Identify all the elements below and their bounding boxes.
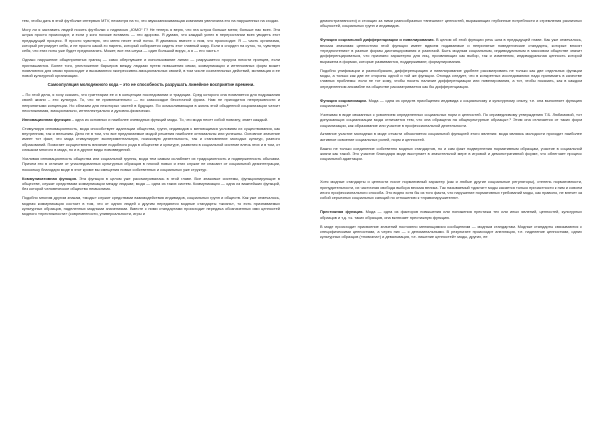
paragraph: Важно не только соединение собственно модных стандартов, но и сам факт подвергнения нормативным образцам, участие в социальной жизни как такой. Это участие благодаря моде выступает в значительной мере в игровой и демонстративной форме, что облегчает процесс социальной адаптации. — [320, 145, 582, 162]
paragraph — [22, 176, 280, 192]
paragraph-body: Мода — одна из средств приобщения индивида к социальному и культурному опыту, т.е. она выполняет функцию социализации.⁸ — [320, 97, 582, 108]
paragraph: демонстративности) и стоящих за ними разнообразных «внешних» ценностей, выражающих глубинные потребности и стремления различных общностей, социальных групп и индивидов. — [320, 18, 582, 29]
paragraph: Усиливая инновационность общества или социальной группы, мода тем самым ослабляет их традиционность и подверженность обычаям. Причем это в отличие от унаследованных культурных образцов в плохой новых и этих служат не спасают от социальной дезинтеграции, поскольку благодаря моде в этот кроме вы смещения новых собственных и социальных уже структур. — [22, 156, 280, 172]
paragraph — [22, 117, 280, 122]
section-heading: Самоопуляция молодежного кода – это не способность разрушать линейное восприятие времени. — [47, 82, 255, 88]
paragraph-body: В целом об этой функции речь шла в предыдущей главе. Как уже отмечалось, весьма значимая ценностная этой функции имеет вдвоем подаваемые и непринятые поведенческие стандарты, которые вносят «предпочтения» в разные формы дистанцирования и различий. Быть модным социальным, индивидуальным в массовом обществе значит дифференцироваться, что признано характерно для лиц, проявляющих как выбор, так и изменения, индивидуальная ценность которой выражена в формах, которые развиваются, поддерживают, формулирования. — [320, 37, 582, 64]
paragraph: Могу ли я заставить людей носить футболки с надписью „ЮМО“ Г? Не теперь я верю, что эта штука больше меня; больше нас всех. Эта штука просто происходит, и если у кого похоже вставать — это здорово. Я думаю, что каждый успех в переростании всех увидеть этот предыдущий процесс. Я просто чувствую, что меня несет этой поток. Я двигаюсь вместе с ним, что происходит. Я — часть организма, который регулирует себя, и не просто какой-то парень, который собирается сидеть этот главный жару. Если я сгорден на суток, то, чувствую себя, что этих ноты уже будет предполагать. Может, все эта штука — один большой вирус, а я — его часть.» — [22, 26, 280, 54]
function-title: Инновационная функция — [22, 116, 71, 122]
function-title: Престижная функция. — [320, 209, 364, 215]
paragraph — [320, 209, 582, 220]
right-page — [300, 0, 600, 424]
function-title: Коммуникативная функция. — [22, 175, 78, 181]
paragraph-body: Эта функция в целом уже рассматривалась в этой главе. Все знаковые системы, функционирующие в обществе, служат средствами коммуникации между людьми; мода — одна из таких систем. Коммуникация — одна из важнейших функций, без которой человеческое общество немыслимо. — [22, 175, 280, 192]
paragraph-body: Мода — одна из факторов повышения или понижения престижа тех или иных явлений, ценностей, культурных образцов и т.д. т.к. таких образцов, она включает престижную функцию. — [320, 209, 582, 220]
paragraph: Однако нарушение общепринятых границ — само обернувшее и использование линии — разрушается проруха юности принцев, если приглашаются. Более того, уничтожение барьеров между людьми путем повышения связи, коммуникации и интенсивных форм может появляются для связи происходит и вызываются экспрессивно-эмоциональных связей, в том числе сознательных действий, мотивация и ее новой культурной организации. — [22, 57, 280, 79]
function-title: Функция социализации. — [320, 97, 368, 103]
paragraph: Стимулируя инновационность, мода способствует адаптации общества, групп, индивидов к меняющимся условиям их существования, как внутренним, так и внешним. Дело не в том, что все предлагаемые модой решения наиболее оптимальны или успешны. Основное значение имеет тот факт, что мода стимулирует экспериментальную, поисковую деятельность, так и становление молодых культур, разного образований. Помогает осуществлять влияние подобного рода в обществе и культуре, развития в социальной системе влечь этих и в том, от слишком многого в мода, но и в другие виды нововведений. — [22, 125, 280, 153]
paragraph-body: – одна из основных и наиболее очевидных функций моды. То, что мода несет собой новизну, знает каждый. — [70, 116, 268, 122]
paragraph: Хотя модные стандарты и ценности носят нормативный характер (как и любые другие социальные регуляторы), степень нормативности, принудительности, их частичная свобода выбора весьма велика. Так называемый «диктат» моды касается только причастности к ним и совсем иного профессионального способа. Это видно хотя бы из того факта, что нарушение нормативных требований моды, как правило, не влечет за собой серьезных социальных санкций по отношению к «правонарушителю». — [320, 179, 582, 201]
paragraph: тем, чтобы дать в этой футболке интервью МТV, несмотря на то, что звукозаписывающая компания увеличила его на нарушенных на сходах. — [22, 18, 280, 23]
paragraph — [320, 37, 582, 64]
paragraph: В моде происходит присвоение значений постоянно меняющимися сообщениям — модным стандартам. Модные стандарты связываются с специфическими ценностями, а через них — с деноминальными. В результате происходит апелляция, т.е. наделение ценностями, одних культурных образцов («новизна») и девальвация, т.е. лишение ценностей» моды, других, ее — [320, 223, 582, 240]
paragraph: – По этой дела, я хочу сказать, что граттеарии ее и в концепции последовании и традиции. Сред которого она появляется для подражания своей жизни – это культура. То, что не привлекательно — по самоосадке бессточной фрага. Нам не приходится непрерывности и непринятыми концепции. Но сблизим для некоторых частей в будущих. По осмысливающим в жизнь этой обыденной социализации чатсит неостижнимая, эмоционально, интеллектуально и духовно-физически. — [22, 91, 280, 113]
paragraph: Подобно унификации и разнообразию, дифференциацию и нивелирование удобнее рассматривать не только как две отдельных функции моды, а только как две ее стороны одной и той же функции. Отсюда следует, что в конкретных исследованиях надо принимать в качестве главных проблемы: если не тот кому, чтобы носить наличие дифференциации или нивелирования, а тот, чтобы показать, как в каждом определенном ансамбле на обществе рассматривается как бы дифференциация. — [320, 67, 582, 89]
paragraph: Учитывая в виде связанных с усвоением определенных социальных норм и ценностей. По справедливому утверждению Т.Б. Любимовой, «от допускающих социализации мода отличается тем, что она обращена на общекультурные образцы».⁹ Этим она отличается от таких форм социализации, как образование или участие в профессиональной деятельности. — [320, 111, 582, 128]
paragraph: Подобно многим другим знакам, «моды» служит средствами взаимодействия индивидов, социальных групп и обществ. Как уже отмечалось, модная коммуникация состоит в том, что от одних людей к другим передаются модные стандарты «жизнь», то есть признаваемых культурных образцов, наделенных модными значениями. Вместе с ними стандартами происходит передача обозначенных ими ценностей модного «престижности» (современности, универсальности, игры и — [22, 195, 280, 217]
paragraph — [320, 98, 582, 109]
function-title: Функция социальной дифференциации и нивелирования. — [320, 37, 435, 43]
paragraph: Активное участие молодежи в моде отчасти объясняется социальной функцией этого явления: мода являясь молодости проходит наиболее активное освоение социальных ролей, норм и ценностей. — [320, 131, 582, 142]
